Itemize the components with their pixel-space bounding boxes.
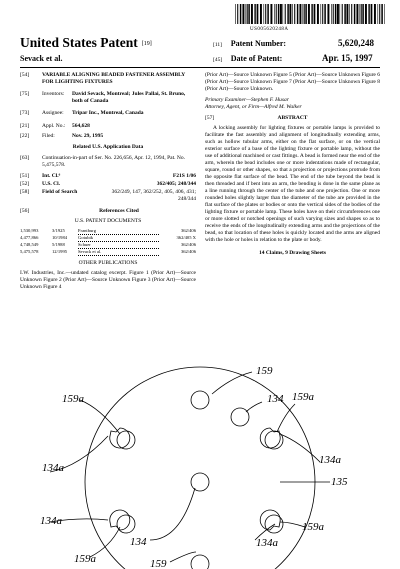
right-column xyxy=(205,72,380,257)
barcode-bar xyxy=(378,4,379,24)
date-of-patent-label: Date of Patent: xyxy=(230,54,283,63)
barcode-bar xyxy=(368,4,369,24)
document-title xyxy=(20,35,152,51)
barcode-bar xyxy=(278,4,280,24)
figure-ref-label: 159a xyxy=(74,553,96,565)
barcode-bar xyxy=(240,4,242,24)
barcode-bar xyxy=(251,4,253,24)
field-of-search-label: Field of Search xyxy=(42,189,78,195)
figure-ref-label: 134 xyxy=(267,393,284,405)
field-21-code: [21] xyxy=(20,123,30,129)
header-rule xyxy=(20,67,380,68)
field-21 xyxy=(20,123,196,130)
int-cl-label: Int. Cl.⁶ xyxy=(42,173,61,179)
hole-top xyxy=(191,391,209,409)
primary-examiner: Primary Examiner—Stephen F. Husar xyxy=(205,97,289,103)
field-58 xyxy=(20,189,196,203)
barcode-bar xyxy=(303,4,304,24)
figure-ref-label: 134 xyxy=(130,536,147,548)
figure-ref-label: 134a xyxy=(42,462,64,474)
us-doc-cls: 362/406 xyxy=(180,249,196,254)
us-doc-date: 10/1984 xyxy=(52,235,68,240)
attorney: Attorney, Agent, or Firm—Alfred M. Walker xyxy=(205,104,302,110)
barcode-bar xyxy=(308,4,310,24)
hole-center xyxy=(191,473,209,491)
barcode-bar xyxy=(362,4,364,24)
barcode-bar xyxy=(276,4,277,24)
barcode-bar xyxy=(384,4,385,24)
us-doc-cls: 362/406 xyxy=(180,228,196,233)
us-doc-num: 4,477,866 xyxy=(20,235,39,240)
barcode-bar xyxy=(351,4,352,24)
patent-number-code: [11] xyxy=(213,42,222,48)
barcode-bar xyxy=(344,4,346,24)
field-51 xyxy=(20,173,196,180)
barcode-bar xyxy=(237,4,238,24)
figure-ref-label: 134a xyxy=(256,537,278,549)
us-doc-name: Sevack et al. xyxy=(78,249,159,256)
barcode-bar xyxy=(342,4,343,24)
us-cl-label: U.S. Cl. xyxy=(42,181,61,187)
patent-number-label: Patent Number: xyxy=(230,39,287,48)
barcode-bar xyxy=(369,4,370,24)
figure-ref-label: 134a xyxy=(40,515,62,527)
barcode-bar xyxy=(327,4,329,24)
us-doc-num: 4,748,549 xyxy=(20,242,39,247)
references-cited-label: References Cited xyxy=(99,208,139,214)
figure-ref-label: 159a xyxy=(62,393,84,405)
us-docs-table xyxy=(20,228,196,256)
abstract-text: A locking assembly for lighting fixtures or portable lamps is provided to facilitate the fast assembly and alignment of longitudinally extending arms, such as hollow tubular arms, either on the flat surface, or on the vertical exterior surface of a base of the lighting fixture or portable lamp, without the use of additional machined or cast fittings. A bead is formed near the end of the arm, wherein the bead includes one or more indentations made of rectangular, square, round or other shapes, so that a projection or projections protrude from the opposite flat surface of the bead. The end of the tube beyond the bead is then threaded and if bent into an arm, the bending is done in the same plane as a line running through the center of the tube and one projection. One or more rounded holes slightly larger than the diameter of the tube are provided in the flat surface of the plates or bodies or onto the vertical sides of the bodies of the lighting fixture or portable lamp. These holes have on their circumferences one or more slotted or notched openings of such varying sizes and shapes so as to receive the ends of the longitudinally extending arms and the projections of the bead, so that location of these holes is quickly located and the arms are aligned with the hole or holes in relation to the plate or body. xyxy=(205,125,380,243)
us-doc-row xyxy=(20,242,196,249)
us-doc-name: Gotubik xyxy=(78,235,159,242)
barcode-bar xyxy=(292,4,293,24)
barcode-bar xyxy=(371,4,373,24)
filed-label: Filed: xyxy=(42,133,55,139)
barcode-bar xyxy=(270,4,272,24)
barcode-bar xyxy=(337,4,339,24)
appl-no-value: 564,628 xyxy=(72,123,90,129)
other-pubs-continued: (Prior Art)—Source Unknown Figure 5 (Prior Art)—Source Unknown Figure 6 (Prior Art)—Source Unknown Figure 7 (Prior Art)—Source Unknown Figure 8 (Prior Art)—Source Unknown. xyxy=(205,72,380,92)
us-cl-value: 362/405; 248/344 xyxy=(156,181,196,187)
int-cl-value: F21S 1/06 xyxy=(172,173,196,179)
date-of-patent-value-wrap xyxy=(322,53,373,63)
claims-line: 14 Claims, 9 Drawing Sheets xyxy=(258,250,327,256)
figure-ref-label: 159 xyxy=(256,365,273,377)
hole-right-top xyxy=(231,408,249,426)
us-doc-date: 12/1995 xyxy=(52,249,68,254)
field-56 xyxy=(20,208,196,215)
leader-134-top xyxy=(246,402,262,412)
barcode-bar xyxy=(335,4,337,24)
field-58-code: [58] xyxy=(20,189,30,195)
barcode-bar xyxy=(248,4,250,24)
field-73-code: [73] xyxy=(20,110,30,116)
barcode-bar xyxy=(305,4,307,24)
us-doc-date: 5/1988 xyxy=(52,242,65,247)
barcode-bar xyxy=(274,4,275,24)
barcode-bar xyxy=(321,4,322,24)
patent-number-row xyxy=(213,39,286,48)
barcode-bar xyxy=(340,4,341,24)
drawing-figure xyxy=(30,362,370,569)
figure-ref-label: 135 xyxy=(331,476,348,488)
barcode-bar xyxy=(283,4,284,24)
date-of-patent-code: [45] xyxy=(213,57,223,63)
leader-159a-right xyxy=(277,404,295,432)
field-of-search-value: 362/249, 147, 362/252, 405, 406, 431; 248/344 xyxy=(111,189,196,202)
other-pubs-heading: OTHER PUBLICATIONS xyxy=(78,260,138,266)
us-doc-cls: 362/405 X xyxy=(176,235,196,240)
field-75-code: [75] xyxy=(20,91,30,97)
barcode-bar xyxy=(356,4,358,24)
barcode-bar xyxy=(297,4,299,24)
barcode xyxy=(235,4,385,24)
inventors-text: David Sevack, Montreal; Jules Pallai, St. Bruno, both of Canada xyxy=(72,91,186,104)
barcode-bar xyxy=(379,4,380,24)
barcode-bar xyxy=(264,4,265,24)
field-52-code: [52] xyxy=(20,181,30,187)
us-doc-row xyxy=(20,228,196,235)
patent-number-value-wrap xyxy=(338,38,374,48)
us-doc-cls: 362/406 xyxy=(180,242,196,247)
title-code: [19] xyxy=(141,40,152,47)
us-doc-row xyxy=(20,249,196,256)
barcode-bar xyxy=(294,4,295,24)
leader-134-bottom xyxy=(150,488,195,540)
barcode-bar xyxy=(299,4,301,24)
figure-ref-label: 159 xyxy=(150,558,167,569)
barcode-bar xyxy=(260,4,262,24)
barcode-bar xyxy=(246,4,247,24)
left-column xyxy=(20,72,196,291)
appl-no-label: Appl. No.: xyxy=(42,123,66,129)
barcode-bar xyxy=(247,4,248,24)
filed-value: Nov. 29, 1995 xyxy=(72,133,104,139)
invention-title: VARIABLE ALIGNING BEADED FASTENER ASSEMBLY FOR LIGHTING FIXTURES xyxy=(42,72,186,85)
field-54 xyxy=(20,72,196,86)
assignee-text: Tripar Inc., Montreal, Canada xyxy=(72,110,144,116)
field-54-code: [54] xyxy=(20,72,30,78)
figure-ref-label: 159a xyxy=(302,521,324,533)
us-doc-name: Frantburg xyxy=(78,228,159,235)
barcode-bar xyxy=(374,4,376,24)
related-heading: Related U.S. Application Data xyxy=(72,144,144,150)
barcode-number: US005620248A xyxy=(250,27,289,32)
us-doc-num: 5,475,578 xyxy=(20,249,39,254)
field-56-code: [56] xyxy=(20,208,30,214)
barcode-bar xyxy=(314,4,316,24)
field-52 xyxy=(20,181,196,188)
field-73 xyxy=(20,110,196,117)
field-63 xyxy=(20,155,196,169)
barcode-bar xyxy=(324,4,326,24)
us-doc-date: 3/1925 xyxy=(52,228,65,233)
barcode-bar xyxy=(381,4,383,24)
inventors-short: Sevack et al. xyxy=(20,54,63,63)
barcode-bar xyxy=(349,4,350,24)
barcode-bar xyxy=(257,4,259,24)
barcode-bar xyxy=(285,4,286,24)
barcode-bar xyxy=(317,4,319,24)
barcode-bar xyxy=(304,4,305,24)
figure-ref-label: 134a xyxy=(319,454,341,466)
barcode-bar xyxy=(312,4,313,24)
field-22 xyxy=(20,133,196,140)
abstract-heading: ABSTRACT xyxy=(277,115,308,121)
hole-bottom xyxy=(191,555,209,569)
barcode-bar xyxy=(280,4,282,24)
barcode-bar xyxy=(289,4,291,24)
barcode-bar xyxy=(365,4,367,24)
other-pubs-text: I.W. Industries, Inc.—undated catalog excerpt. Figure 1 (Prior Art)—Source Unknown Figure 2 (Prior Art)—Source Unknown Figure 3 (Prior Art)—Source Unknown Figure 4 xyxy=(20,270,196,290)
barcode-bar xyxy=(322,4,323,24)
leader-134a-right xyxy=(280,434,320,462)
patent-number-value: 5,620,248 xyxy=(338,38,374,48)
us-doc-name: Schuer xyxy=(78,242,159,249)
leader-159-top xyxy=(212,372,252,394)
figure-ref-label: 159a xyxy=(292,391,314,403)
abstract-heading-row xyxy=(205,115,380,122)
field-51-code: [51] xyxy=(20,173,30,179)
field-75 xyxy=(20,91,196,105)
barcode-bar xyxy=(254,4,255,24)
barcode-bar xyxy=(255,4,256,24)
us-doc-num: 1,530,993 xyxy=(20,228,39,233)
us-docs-heading: U.S. PATENT DOCUMENTS xyxy=(74,218,142,224)
assignee-label: Assignee: xyxy=(42,110,64,116)
date-of-patent-row xyxy=(213,54,282,63)
inventors-label: Inventors: xyxy=(42,91,65,97)
barcode-bar xyxy=(333,4,334,24)
barcode-bar xyxy=(242,4,244,24)
abstract-code: [57] xyxy=(205,115,215,121)
barcode-bar xyxy=(267,4,269,24)
barcode-bar xyxy=(265,4,266,24)
barcode-bar xyxy=(235,4,236,24)
date-of-patent-value: Apr. 15, 1997 xyxy=(322,53,373,63)
continuation-text: Continuation-in-part of Ser. No. 226,656, Apr. 12, 1994, Pat. No. 5,475,578. xyxy=(42,155,185,168)
barcode-bar xyxy=(361,4,362,24)
barcode-bar xyxy=(311,4,312,24)
notched-hole-1 xyxy=(110,428,130,448)
barcode-bar xyxy=(331,4,332,24)
hole-lower-left xyxy=(117,515,135,533)
title-text: United States Patent xyxy=(20,35,138,50)
barcode-bar xyxy=(346,4,348,24)
barcode-bar xyxy=(354,4,356,24)
field-22-code: [22] xyxy=(20,133,30,139)
barcode-bar xyxy=(360,4,361,24)
us-doc-row xyxy=(20,235,196,242)
field-63-code: [63] xyxy=(20,155,30,161)
barcode-bar xyxy=(287,4,289,24)
